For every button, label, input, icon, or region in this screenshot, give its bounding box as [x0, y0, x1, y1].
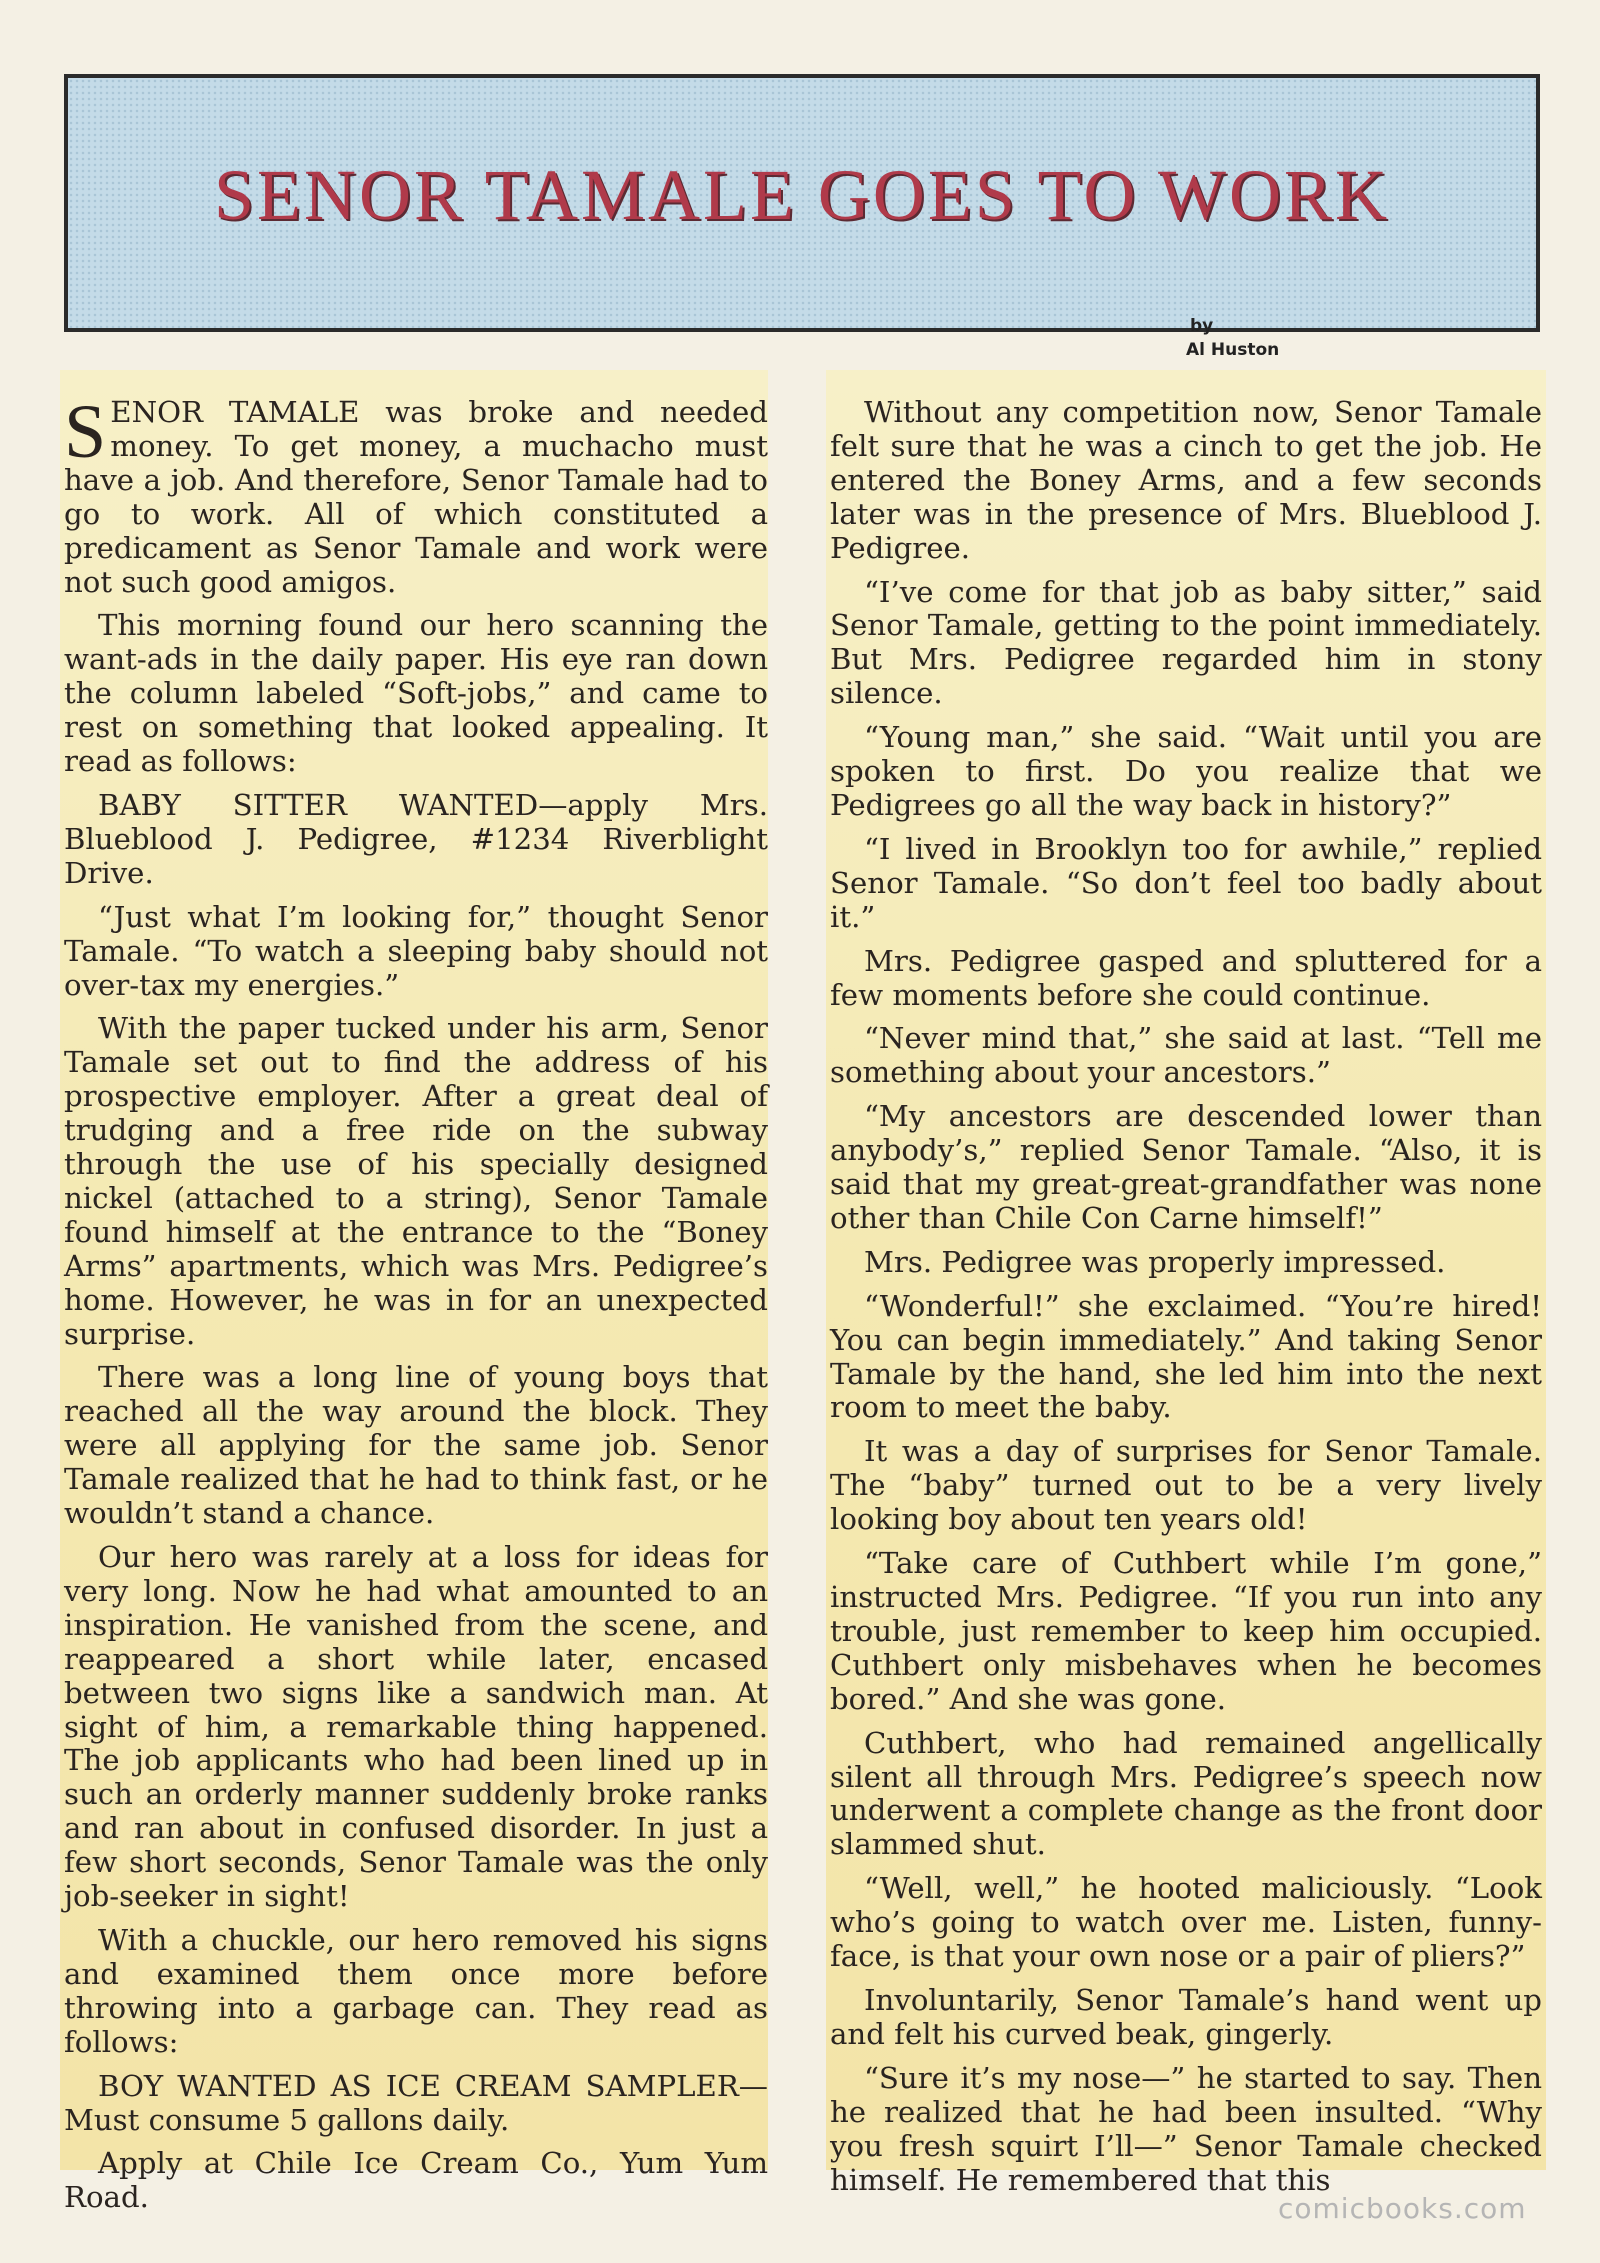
- paragraph: Without any competition now, Senor Tamale felt sure that he was a cinch to get the job. He entered the Boney Arms, and a few seconds later was in the presence of Mrs. Blueblood J. Pedigree.: [830, 395, 1542, 565]
- watermark: comicbooks.com: [1278, 2192, 1527, 2225]
- author-name: Al Huston: [1186, 340, 1280, 360]
- paragraph: “I lived in Brooklyn too for awhile,” replied Senor Tamale. “So don’t feel too badly about it.”: [830, 831, 1542, 934]
- byline-by: by: [1190, 316, 1214, 336]
- story-title: SENOR TAMALE GOES TO WORK: [214, 155, 1390, 235]
- paragraph: Mrs. Pedigree was properly impressed.: [864, 1244, 1446, 1279]
- paragraph: With a chuckle, our hero removed his signs and examined them once more before throwing into a garbage can. They read as follows:: [64, 1922, 768, 2059]
- paragraph: “Wonderful!” she exclaimed. “You’re hired! You can begin immediately.” And taking Senor Tamale by the hand, she led him into the next room to meet the baby.: [830, 1288, 1542, 1425]
- byline: [1186, 314, 1279, 362]
- paragraph: “My ancestors are descended lower than anybody’s,” replied Senor Tamale. “Also, it is said that my great-great-grandfather was none other than Chile Con Carne himself!”: [830, 1099, 1542, 1235]
- paragraph: It was a day of surprises for Senor Tamale. The “baby” turned out to be a very lively looking boy about ten years old!: [830, 1434, 1542, 1537]
- paragraph: There was a long line of young boys that reached all the way around the block. They were all applying for the same job. Senor Tamale realized that he had to think fast, or he wouldn’t stand a chance.: [64, 1360, 768, 1531]
- paragraph: “Young man,” she said. “Wait until you are spoken to first. Do you realize that we Pedigrees go all the way back in history?”: [830, 720, 1542, 822]
- paragraph: With the paper tucked under his arm, Senor Tamale set out to find the address of his prospective employer. After a great deal of trudging and a free ride on the subway through the use of his specially designed nickel (attached to a string), Senor Tamale found himself at the entrance to the “Boney Arms” apartments, which was Mrs. Pedigree’s home. However, he was in for an unexpected surprise.: [64, 1011, 768, 1351]
- title-box: [64, 74, 1540, 360]
- paragraph: Involuntarily, Senor Tamale’s hand went up and felt his curved beak, gingerly.: [830, 1982, 1542, 2051]
- paragraph: “Sure it’s my nose—” he started to say. Then he realized that he had been insulted. “Why you fresh squirt I’ll—” Senor Tamale checked himself. He remembered that this: [830, 2060, 1542, 2197]
- paragraph: This morning found our hero scanning the want-ads in the daily paper. His eye ran down the column labeled “Soft-jobs,” and came to rest on something that looked appealing. It read as follows:: [64, 608, 768, 779]
- paragraph: Mrs. Pedigree gasped and spluttered for a few moments before she could continue.: [830, 943, 1542, 1012]
- paragraph: Apply at Chile Ice Cream Co., Yum Yum Road.: [64, 2146, 768, 2215]
- paragraph-text: ENOR TAMALE was broke and needed money. To get money, a muchacho must have a job. And therefore, Senor Tamale had to go to work. All of which constituted a predicament as Senor Tamale and work were not such good amigos.: [64, 395, 768, 599]
- drop-cap: S: [64, 390, 107, 474]
- paragraph: BABY SITTER WANTED—apply Mrs. Blueblood J. Pedigree, #1234 Riverblight Drive.: [64, 787, 768, 890]
- left-column: [60, 370, 768, 2215]
- paragraph: BOY WANTED AS ICE CREAM SAMPLER—Must consume 5 gallons daily.: [64, 2068, 768, 2137]
- paragraph: Our hero was rarely at a loss for ideas for very long. Now he had what amounted to an inspiration. He vanished from the scene, and reappeared a short while later, encased between two signs like a sandwich man. At sight of him, a remarkable thing happened. The job applicants who had been lined up in such an orderly manner suddenly broke ranks and ran about in confused disorder. In just a few short seconds, Senor Tamale was the only job-seeker in sight!: [64, 1540, 768, 1914]
- paragraph: “I’ve come for that job as baby sitter,” said Senor Tamale, getting to the point immediately. But Mrs. Pedigree regarded him in stony silence.: [830, 574, 1542, 711]
- paragraph: Cuthbert, who had remained angellically silent all through Mrs. Pedigree’s speech now underwent a complete change as the front door slammed shut.: [830, 1725, 1542, 1862]
- paragraph: “Take care of Cuthbert while I’m gone,” instructed Mrs. Pedigree. “If you run into any trouble, just remember to keep him occupied. Cuthbert only misbehaves when he becomes bored.” And she was gone.: [830, 1546, 1542, 1716]
- paragraph: “Never mind that,” she said at last. “Tell me something about your ancestors.”: [830, 1021, 1542, 1090]
- paragraph: [64, 390, 768, 599]
- paragraph: “Just what I’m looking for,” thought Senor Tamale. “To watch a sleeping baby should not over-tax my energies.”: [64, 899, 768, 1002]
- right-column: [826, 370, 1546, 2197]
- paragraph: “Well, well,” he hooted maliciously. “Look who’s going to watch over me. Listen, funny-face, is that your own nose or a pair of pliers?”: [830, 1871, 1542, 1974]
